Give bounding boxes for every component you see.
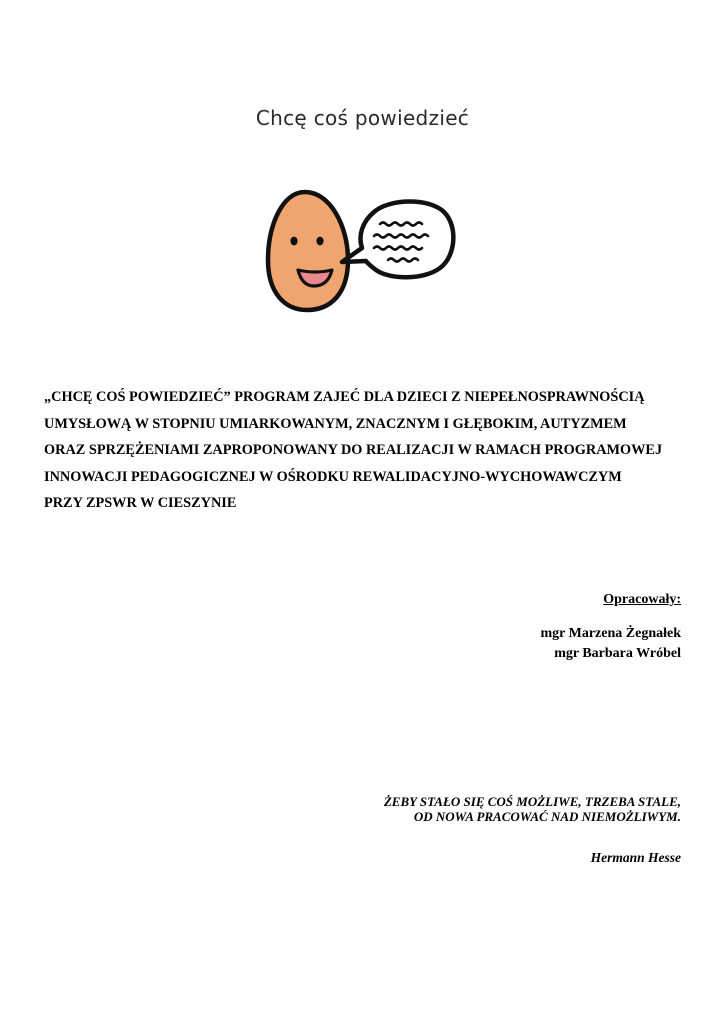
title-line: INNOWACJI PEDAGOGICZNEJ W OŚRODKU REWALIDACYJNO-WYCHOWAWCZYM xyxy=(44,468,622,485)
title-line: ORAZ SPRZĘŻENIAMI ZAPROPONOWANY DO REALIZACJI W RAMACH PROGRAMOWEJ xyxy=(44,442,663,459)
authors-heading: Opracowały: xyxy=(603,592,681,607)
left-eye xyxy=(290,237,297,246)
speech-bubble xyxy=(342,202,453,278)
author-name: mgr Marzena Żegnałek xyxy=(540,626,681,641)
quote-line: OD NOWA PRACOWAĆ NAD NIEMOŻLIWYM. xyxy=(413,809,681,824)
quote-block xyxy=(384,794,681,866)
authors-block xyxy=(541,590,682,664)
pictogram-caption: Chcę coś powiedzieć xyxy=(255,106,470,130)
quote-author: Hermann Hesse xyxy=(590,850,681,865)
egg-face xyxy=(268,192,348,310)
title-line: „CHCĘ COŚ POWIEDZIEĆ” PROGRAM ZAJEĆ DLA DZIECI Z NIEPEŁNOSPRAWNOŚCIĄ xyxy=(44,389,645,405)
right-eye xyxy=(316,237,323,246)
program-title xyxy=(44,384,689,517)
author-name: mgr Barbara Wróbel xyxy=(554,646,681,661)
egg-face-speech-bubble-icon xyxy=(262,188,462,316)
title-line: UMYSŁOWĄ W STOPNIU UMIARKOWANYM, ZNACZNYM I GŁĘBOKIM, AUTYZMEM xyxy=(44,415,627,432)
title-line: PRZY ZPSWR W CIESZYNIE xyxy=(44,495,237,512)
quote-line: ŻEBY STAŁO SIĘ COŚ MOŻLIWE, TRZEBA STALE, xyxy=(383,794,681,809)
